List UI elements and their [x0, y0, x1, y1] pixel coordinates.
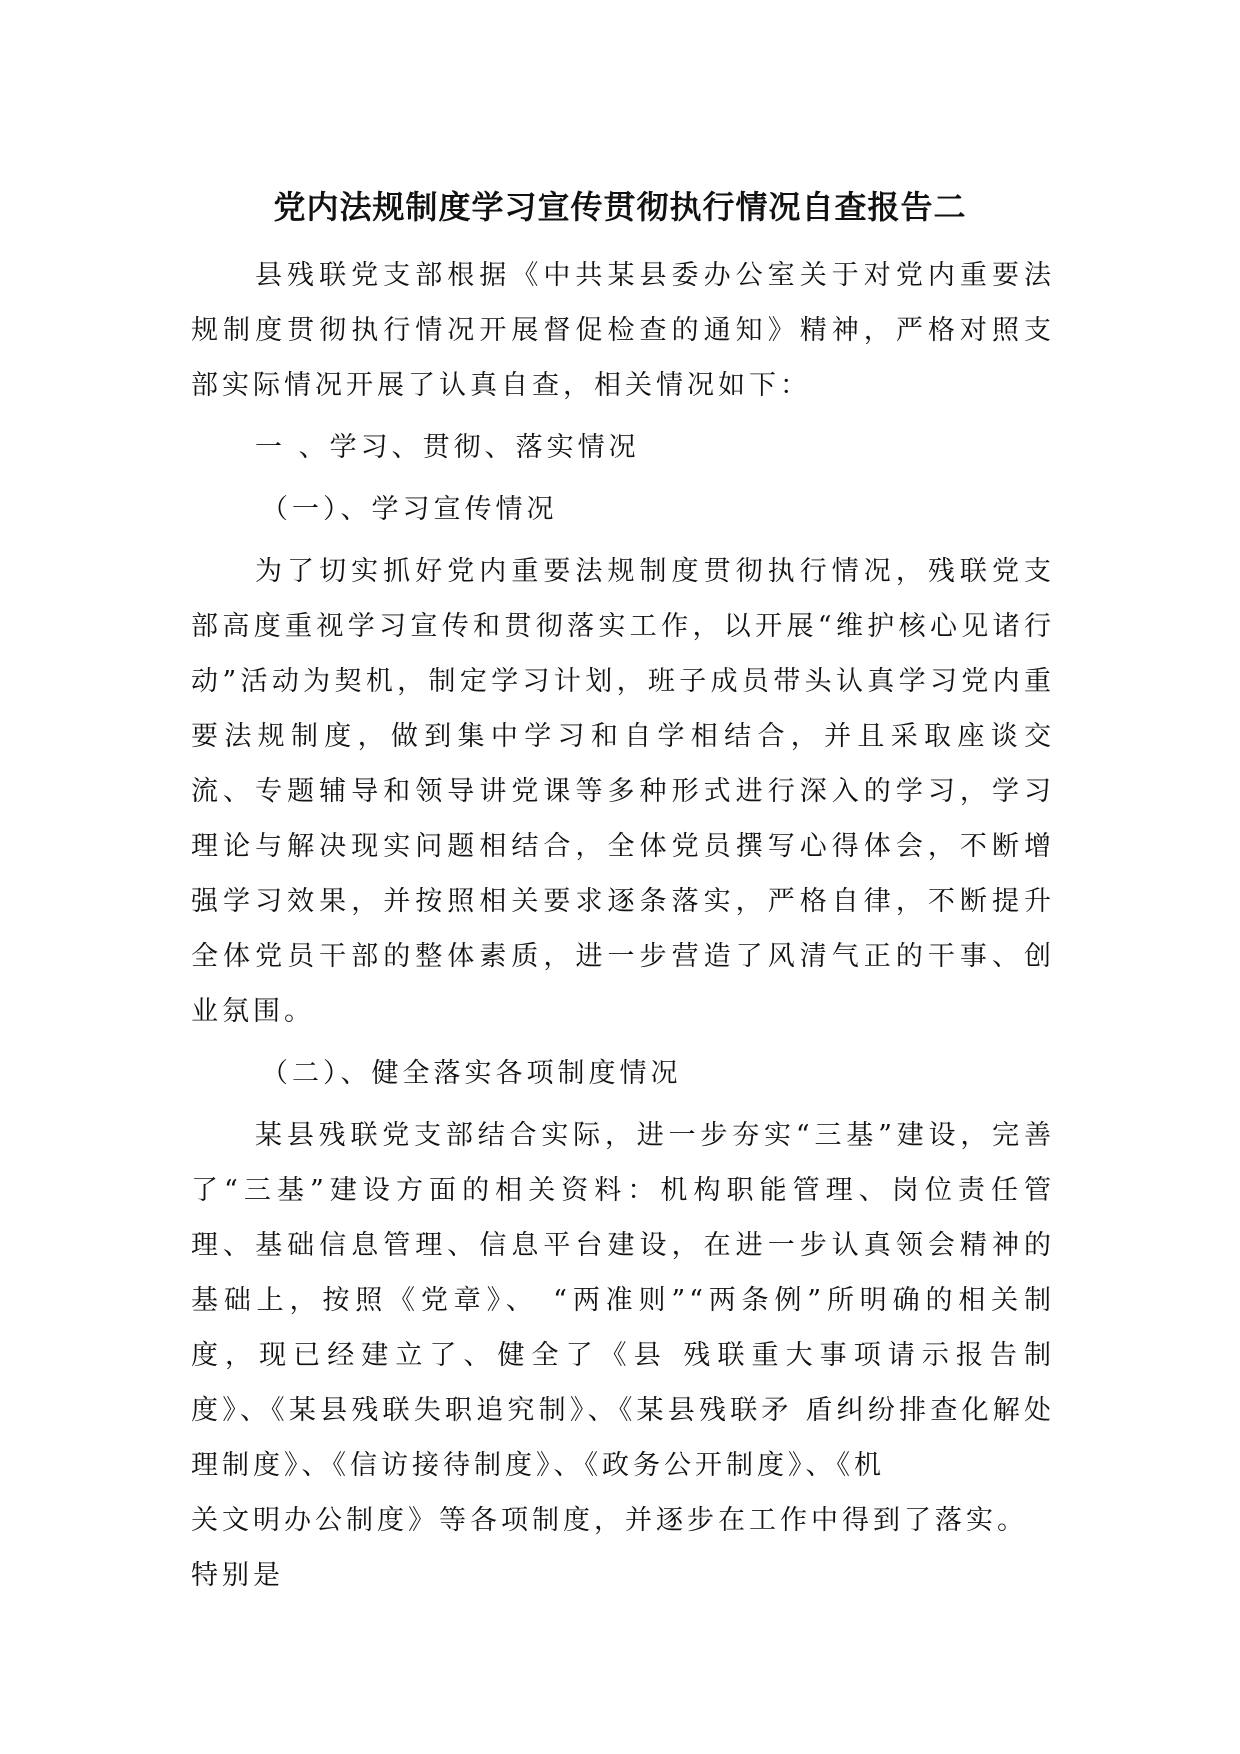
subsection-paragraph-1: 为了切实抓好党内重要法规制度贯彻执行情况，残联党支部高度重视学习宣传和贯彻落实工作，以开展“维护核心见诸行动”活动为契机，制定学习计划，班子成员带头认真学习党内重要法规制度，做到集中学习和自学相结合，并且采取座谈交流、专题辅导和领导讲党课等多种形式进行深入的学习，学习理论与解决现实问题相结合，全体党员撰写心得体会，不断增强学习效果，并按照相关要求逐条落实，严格自律，不断提升全体党员干部的整体素质，进一步营造了风清气正的干事、创业氛围。 — [191, 556, 1055, 1027]
section-heading-1: 一 、学习、贯彻、落实情况 — [255, 432, 640, 463]
subsection-paragraph-2: 某县残联党支部结合实际，进一步夯实“三基”建设，完善了“三基”建设方面的相关资料：机构职能管理、岗位责任管理、基础信息管理、信息平台建设，在进一步认真领会精神的基础上，按照《党章》、 “两准则”“两条例”所明确的相关制度，现已经建立了、健全了《县 残联重大事项请示报告制度》、《某县残联失职追究制》、《某县残联矛 盾纠纷排查化解处理制度》、《信访接待制度》、《政务公开制度》、《机 — [191, 1120, 1055, 1481]
subsection-heading-2: （二）、健全落实各项制度情况 — [261, 1058, 682, 1089]
subsection-heading-1: （一）、学习宣传情况 — [261, 494, 558, 525]
document-body — [191, 248, 1055, 1603]
subsection-paragraph-2-continued: 关文明办公制度》等各项制度，并逐步在工作中得到了落实。特别是 — [191, 1505, 1028, 1591]
document-title: 党内法规制度学习宣传贯彻执行情况自查报告二 — [273, 188, 967, 226]
intro-paragraph: 县残联党支部根据《中共某县委办公室关于对党内重要法规制度贯彻执行情况开展督促检查的通知》精神，严格对照支部实际情况开展了认真自查，相关情况如下： — [191, 260, 1055, 401]
